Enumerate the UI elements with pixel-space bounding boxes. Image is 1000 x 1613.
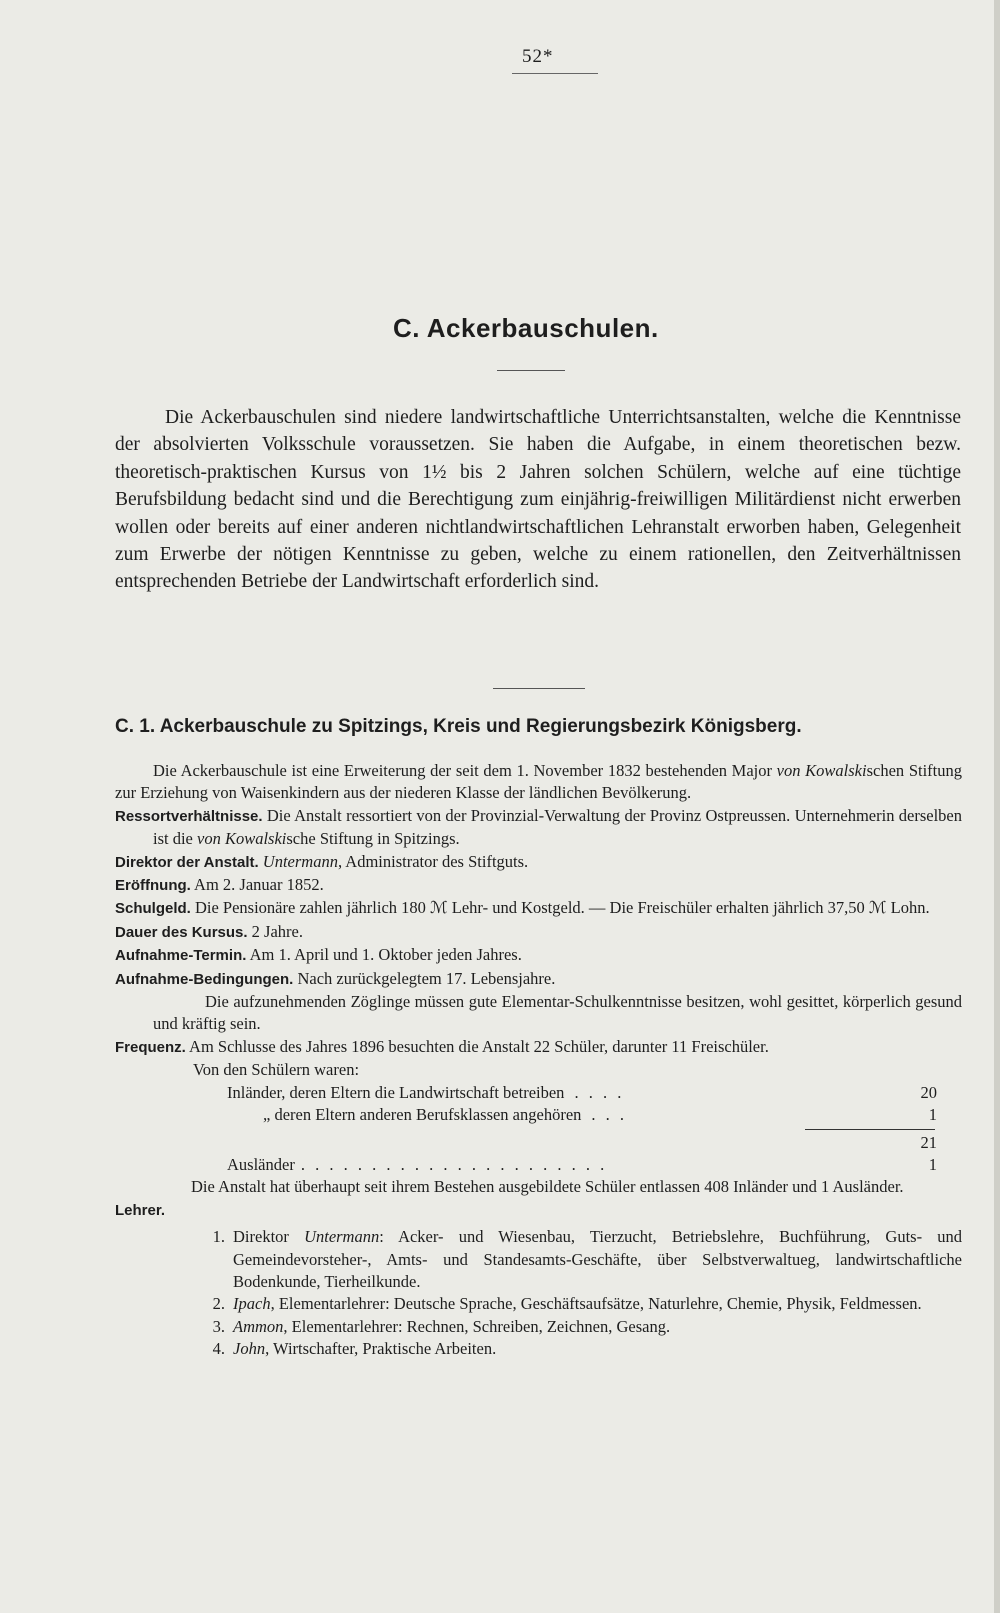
- direktor-paragraph: [115, 851, 962, 874]
- teacher-list: [115, 1226, 962, 1360]
- frequenz-label: Frequenz.: [115, 1038, 186, 1056]
- teacher-number: 4.: [212, 1339, 225, 1359]
- frequenz-row-dots: . . . .: [574, 1082, 625, 1102]
- intro-paragraph: Die Ackerbauschulen sind niedere landwirtschaftliche Unterrichtsanstalten, welche die Kenntnisse der absolvierten Volksschule voraussetzen. Sie haben die Aufgabe, in einem theoretischen bezw. theoretisch-praktischen Kursus von 1½ bis 2 Jahren solchen Schülern, welche auf eine tüchtige Berufsbildung bedacht sind und die Berechtigung zum einjährig-freiwilligen Militärdienst nicht erwerben wollen oder bereits auf einer anderen nichtlandwirtschaftlichen Lehranstalt erworben haben, Gelegenheit zum Erwerbe der nötigen Kenntnisse zu geben, welche zu einem rationellen, den Zeitverhältnissen entsprechenden Betriebe der Landwirtschaft erforderlich sind.: [115, 407, 961, 593]
- intro-section: [115, 404, 961, 596]
- frequenz-intro: Von den Schülern waren:: [193, 1060, 360, 1080]
- frequenz-closing: Die Anstalt hat überhaupt seit ihrem Bestehen ausgebildete Schüler entlassen 408 Inländer und 1 Ausländer.: [191, 1177, 904, 1197]
- sum-row: [227, 1132, 937, 1154]
- termin-text: Am 1. April und 1. Oktober jeden Jahres.: [246, 945, 522, 965]
- schulgeld-paragraph: [115, 897, 962, 920]
- teacher-text: [233, 1338, 962, 1360]
- auslaender-value: 1: [928, 1154, 937, 1174]
- bedingungen-text: Nach zurückgelegtem 17. Lebensjahre.: [293, 968, 556, 988]
- dauer-text: 2 Jahre.: [247, 921, 303, 941]
- eroeffnung-text: Am 2. Januar 1852.: [190, 875, 324, 895]
- teacher-subjects: , Elementarlehrer: Rechnen, Schreiben, Zeichnen, Gesang.: [283, 1316, 671, 1336]
- schulgeld-text: Die Pensionäre zahlen jährlich 180 ℳ Lehr- und Kostgeld. — Die Freischüler erhalten jährlich 37,50 ℳ Lohn.: [190, 898, 930, 918]
- bedingungen-paragraph: [115, 968, 962, 991]
- teacher-item: [115, 1293, 962, 1315]
- direktor-label: Direktor der Anstalt.: [115, 853, 259, 871]
- teacher-name: Ammon: [233, 1316, 284, 1336]
- bedingungen-detail: Die aufzunehmenden Zöglinge müssen gute Elementar-Schulkenntnisse besitzen, wohl gesittet, körperlich gesund und kräftig sein.: [153, 992, 962, 1034]
- auslaender-row: [227, 1154, 937, 1176]
- teacher-number: 2.: [212, 1294, 225, 1314]
- title-rule: [497, 370, 565, 371]
- teacher-item: [115, 1316, 962, 1338]
- page-edge: [994, 0, 1000, 1613]
- main-title: C. Ackerbauschulen.: [393, 313, 659, 343]
- frequenz-row-value: 20: [920, 1082, 937, 1102]
- termin-label: Aufnahme-Termin.: [115, 947, 247, 965]
- direktor-name: Untermann: [262, 851, 338, 871]
- history-paragraph: [115, 760, 962, 805]
- lehrer-paragraph: [115, 1199, 962, 1222]
- frequenz-row-value: 1: [928, 1105, 937, 1125]
- teacher-text: [233, 1226, 962, 1293]
- section-divider: [493, 688, 585, 689]
- ressort-label: Ressortverhältnisse.: [115, 807, 263, 825]
- teacher-name: Untermann: [304, 1227, 380, 1247]
- teacher-number: 3.: [212, 1316, 225, 1336]
- auslaender-label: Ausländer: [227, 1154, 295, 1174]
- history-text: Die Ackerbauschule ist eine Erweiterung der seit dem 1. November 1832 bestehenden Major: [153, 761, 777, 780]
- frequenz-table: [115, 1082, 937, 1127]
- ressort-text: Die Anstalt ressortiert von der Provinzial-Verwaltung der Provinz Ostpreussen. Unternehmerin derselben ist die: [153, 805, 962, 849]
- frequenz-paragraph: [115, 1036, 962, 1059]
- lehrer-label: Lehrer.: [115, 1201, 166, 1219]
- frequenz-row-label: „ deren Eltern anderen Berufsklassen angehören: [263, 1105, 582, 1125]
- teacher-number: 1.: [212, 1227, 225, 1247]
- teacher-name: Ipach: [233, 1294, 271, 1314]
- section-title: C. 1. Ackerbauschule zu Spitzings, Kreis und Regierungsbezirk Königsberg.: [115, 716, 802, 737]
- termin-paragraph: [115, 944, 962, 967]
- teacher-text: [233, 1316, 962, 1338]
- eroeffnung-label: Eröffnung.: [115, 877, 191, 895]
- teacher-item: [115, 1338, 962, 1360]
- history-italic: von Kowalski: [776, 761, 867, 780]
- direktor-text: , Administrator des Stiftguts.: [337, 851, 529, 871]
- teacher-title: Direktor: [233, 1227, 305, 1247]
- bedingungen-label: Aufnahme-Bedingungen.: [115, 970, 294, 988]
- ressort-italic: von Kowalski: [197, 829, 287, 849]
- schulgeld-label: Schulgeld.: [115, 900, 191, 918]
- frequenz-row: [227, 1104, 937, 1126]
- ressort-paragraph: [115, 805, 962, 851]
- frequenz-text: Am Schlusse des Jahres 1896 besuchten die Anstalt 22 Schüler, darunter 11 Freischüler.: [185, 1036, 769, 1056]
- sum-rule: [805, 1129, 935, 1130]
- frequenz-row-dots: . . .: [591, 1105, 628, 1125]
- teacher-subjects: , Wirtschafter, Praktische Arbeiten.: [265, 1339, 497, 1359]
- dauer-paragraph: [115, 921, 962, 944]
- page-number-rule: [512, 73, 598, 74]
- eroeffnung-paragraph: [115, 874, 962, 897]
- frequenz-sum: [115, 1132, 937, 1177]
- teacher-subjects: : Acker- und Wiesenbau, Tierzucht, Betriebslehre, Buchführung, Guts- und Gemeindevorsteher-, Amts- und Standesamts-Geschäfte, über Selbstverwaltueg, landwirtschaftliche Bodenkunde, Tierheilkunde.: [233, 1227, 962, 1291]
- school-details: [115, 760, 962, 1361]
- history-text-2: schen Stiftung zur Erziehung von Waisenkindern aus der niederen Klasse der ländlichen Bevölkerung.: [115, 761, 962, 803]
- dauer-label: Dauer des Kursus.: [115, 923, 248, 941]
- frequenz-row-label: Inländer, deren Eltern die Landwirtschaft betreiben: [227, 1082, 565, 1102]
- ressort-text-2: sche Stiftung in Spitzings.: [286, 829, 460, 849]
- page-number: 52*: [522, 46, 554, 67]
- teacher-item: [115, 1226, 962, 1293]
- sum-value: 21: [920, 1132, 937, 1152]
- auslaender-dots: . . . . . . . . . . . . . . . . . . . . . .: [300, 1154, 608, 1174]
- teacher-subjects: , Elementarlehrer: Deutsche Sprache, Geschäftsaufsätze, Naturlehre, Chemie, Physik, Feldmessen.: [270, 1294, 922, 1314]
- teacher-text: [233, 1293, 962, 1315]
- teacher-name: John: [233, 1339, 266, 1359]
- frequenz-row: [227, 1082, 937, 1104]
